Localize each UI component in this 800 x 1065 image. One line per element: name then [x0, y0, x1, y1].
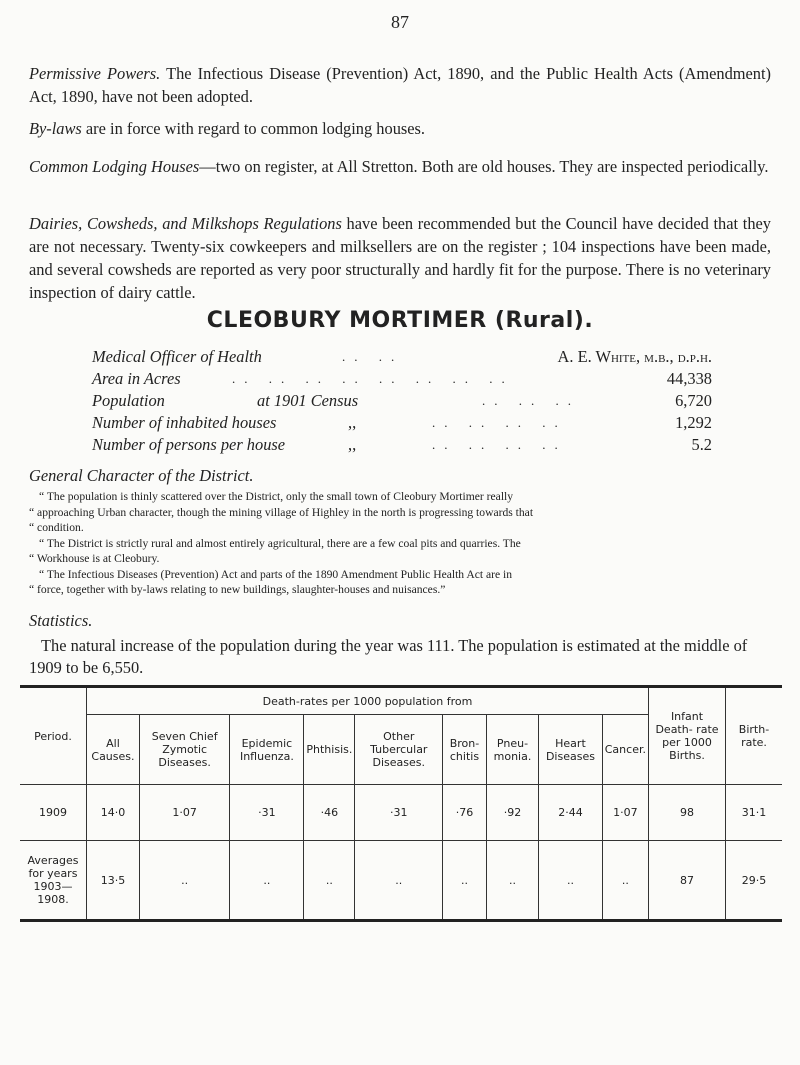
cell-birth: 29·5 [726, 841, 783, 921]
quote-line-4: “ The District is strictly rural and almost entirely agricultural, there are a few coal pits and quarries. The [39, 536, 521, 550]
col-influenza: Epidemic Influenza. [230, 715, 304, 785]
permissive-powers-label: Permissive Powers. [29, 64, 161, 83]
moh-row [92, 347, 712, 369]
dairies-paragraph [29, 212, 771, 304]
statistics-text: The natural increase of the population during the year was 111. The population is estimated at the middle of 1909 to be 6,550. [29, 636, 748, 677]
col-phthisis: Phthisis. [304, 715, 355, 785]
cell-pneumonia: ·92 [486, 785, 538, 841]
cell-tubercular: ·31 [355, 785, 443, 841]
cell-tubercular: .. [355, 841, 443, 921]
cell-bronchitis: ·76 [443, 785, 487, 841]
persons-ditto: ,, [348, 435, 357, 454]
houses-ditto: ,, [348, 413, 357, 432]
col-zymotic: Seven Chief Zymotic Diseases. [139, 715, 229, 785]
cell-period: 1909 [20, 785, 87, 841]
cell-bronchitis: .. [443, 841, 487, 921]
area-label: Area in Acres [92, 369, 181, 388]
quote-line-5: “ Workhouse is at Cleobury. [29, 552, 160, 565]
permissive-powers-text: The Infectious Disease (Prevention) Act, 1890, and the Public Health Acts (Amendment) Act, 1890, have not been adopted. [29, 64, 771, 106]
population-value: 6,720 [675, 391, 712, 410]
table-row [20, 841, 782, 921]
col-all-causes: All Causes. [87, 715, 140, 785]
bylaws-paragraph [29, 117, 771, 140]
cell-infant: 98 [649, 785, 726, 841]
population-row [92, 391, 712, 413]
cell-cancer: 1·07 [602, 785, 648, 841]
lodging-houses-paragraph [29, 155, 771, 178]
area-dots: .. .. .. .. .. .. .. .. [232, 371, 514, 386]
col-pneumonia: Pneu- monia. [486, 715, 538, 785]
cell-zymotic: 1·07 [139, 785, 229, 841]
cell-infant: 87 [649, 841, 726, 921]
death-rates-table [20, 685, 782, 922]
cell-phthisis: .. [304, 841, 355, 921]
general-character-heading: General Character of the District. [29, 466, 254, 485]
general-quote [29, 489, 771, 598]
col-group-death-rates: Death-rates per 1000 population from [87, 687, 649, 715]
col-bronchitis: Bron- chitis [443, 715, 487, 785]
persons-value: 5.2 [691, 435, 712, 454]
col-cancer: Cancer. [602, 715, 648, 785]
cell-heart: .. [539, 841, 603, 921]
cell-period: Averages for years 1903— 1908. [20, 841, 87, 921]
population-census: at 1901 Census [257, 391, 359, 410]
persons-dots: .. .. .. .. [432, 437, 567, 452]
cell-influenza: .. [230, 841, 304, 921]
area-value: 44,338 [666, 369, 712, 388]
lodging-houses-text: —two on register, at All Stretton. Both are old houses. They are inspected periodically. [199, 157, 769, 176]
table-group-header-row [20, 687, 782, 715]
district-heading: CLEOBURY MORTIMER (Rural). [206, 308, 594, 333]
cell-influenza: ·31 [230, 785, 304, 841]
moh-value: A. E. White, m.b., d.p.h. [557, 347, 712, 366]
col-tubercular: Other Tubercular Diseases. [355, 715, 443, 785]
persons-label: Number of persons per house [92, 435, 286, 454]
table-row [20, 785, 782, 841]
houses-row [92, 413, 712, 435]
cell-cancer: .. [602, 841, 648, 921]
moh-dots: .. .. [342, 349, 404, 364]
houses-value: 1,292 [675, 413, 712, 432]
cell-all: 13·5 [87, 841, 140, 921]
cell-birth: 31·1 [726, 785, 783, 841]
cell-zymotic: .. [139, 841, 229, 921]
houses-label: Number of inhabited houses [92, 413, 277, 432]
bylaws-text: are in force with regard to common lodging houses. [81, 119, 426, 138]
moh-label: Medical Officer of Health [92, 347, 262, 366]
cell-pneumonia: .. [486, 841, 538, 921]
quote-line-2: “ approaching Urban character, though the mining village of Highley in the north is progressing towards that [29, 505, 534, 519]
lodging-houses-label: Common Lodging Houses [29, 157, 200, 176]
area-row [92, 369, 712, 391]
quote-line-6: “ The Infectious Diseases (Prevention) Act and parts of the 1890 Amendment Public Health Act are in [39, 567, 513, 581]
col-infant: Infant Death- rate per 1000 Births. [649, 687, 726, 785]
cell-all: 14·0 [87, 785, 140, 841]
col-heart: Heart Diseases [539, 715, 603, 785]
page-number: 87 [391, 12, 409, 32]
houses-dots: .. .. .. .. [432, 415, 567, 430]
dairies-label: Dairies, Cowsheds, and Milkshops Regulations [29, 214, 342, 233]
bylaws-label: By-laws [29, 119, 82, 138]
persons-row [92, 435, 712, 457]
quote-line-7: “ force, together with by-laws relating to new buildings, slaughter-houses and nuisances.” [29, 583, 446, 596]
permissive-powers-paragraph [29, 62, 771, 108]
statistics-heading: Statistics. [29, 611, 93, 630]
quote-line-3: “ condition. [29, 521, 84, 534]
population-label: Population [92, 391, 165, 410]
col-period: Period. [20, 687, 87, 785]
quote-line-1: “ The population is thinly scattered over the District, only the small town of Cleobury Mortimer really [39, 490, 514, 503]
population-dots: .. .. .. [482, 393, 580, 408]
dairies-text: have been recommended but the Council have decided that they are not necessary. Twenty-six cowkeepers and milksellers are on the register ; 104 inspections have been made, and several cowsheds are reported as very poor structurally and hardly fit for the purpose. There is no veterinary inspection of dairy cattle. [29, 214, 771, 302]
col-birth: Birth- rate. [726, 687, 783, 785]
cell-phthisis: ·46 [304, 785, 355, 841]
cell-heart: 2·44 [539, 785, 603, 841]
